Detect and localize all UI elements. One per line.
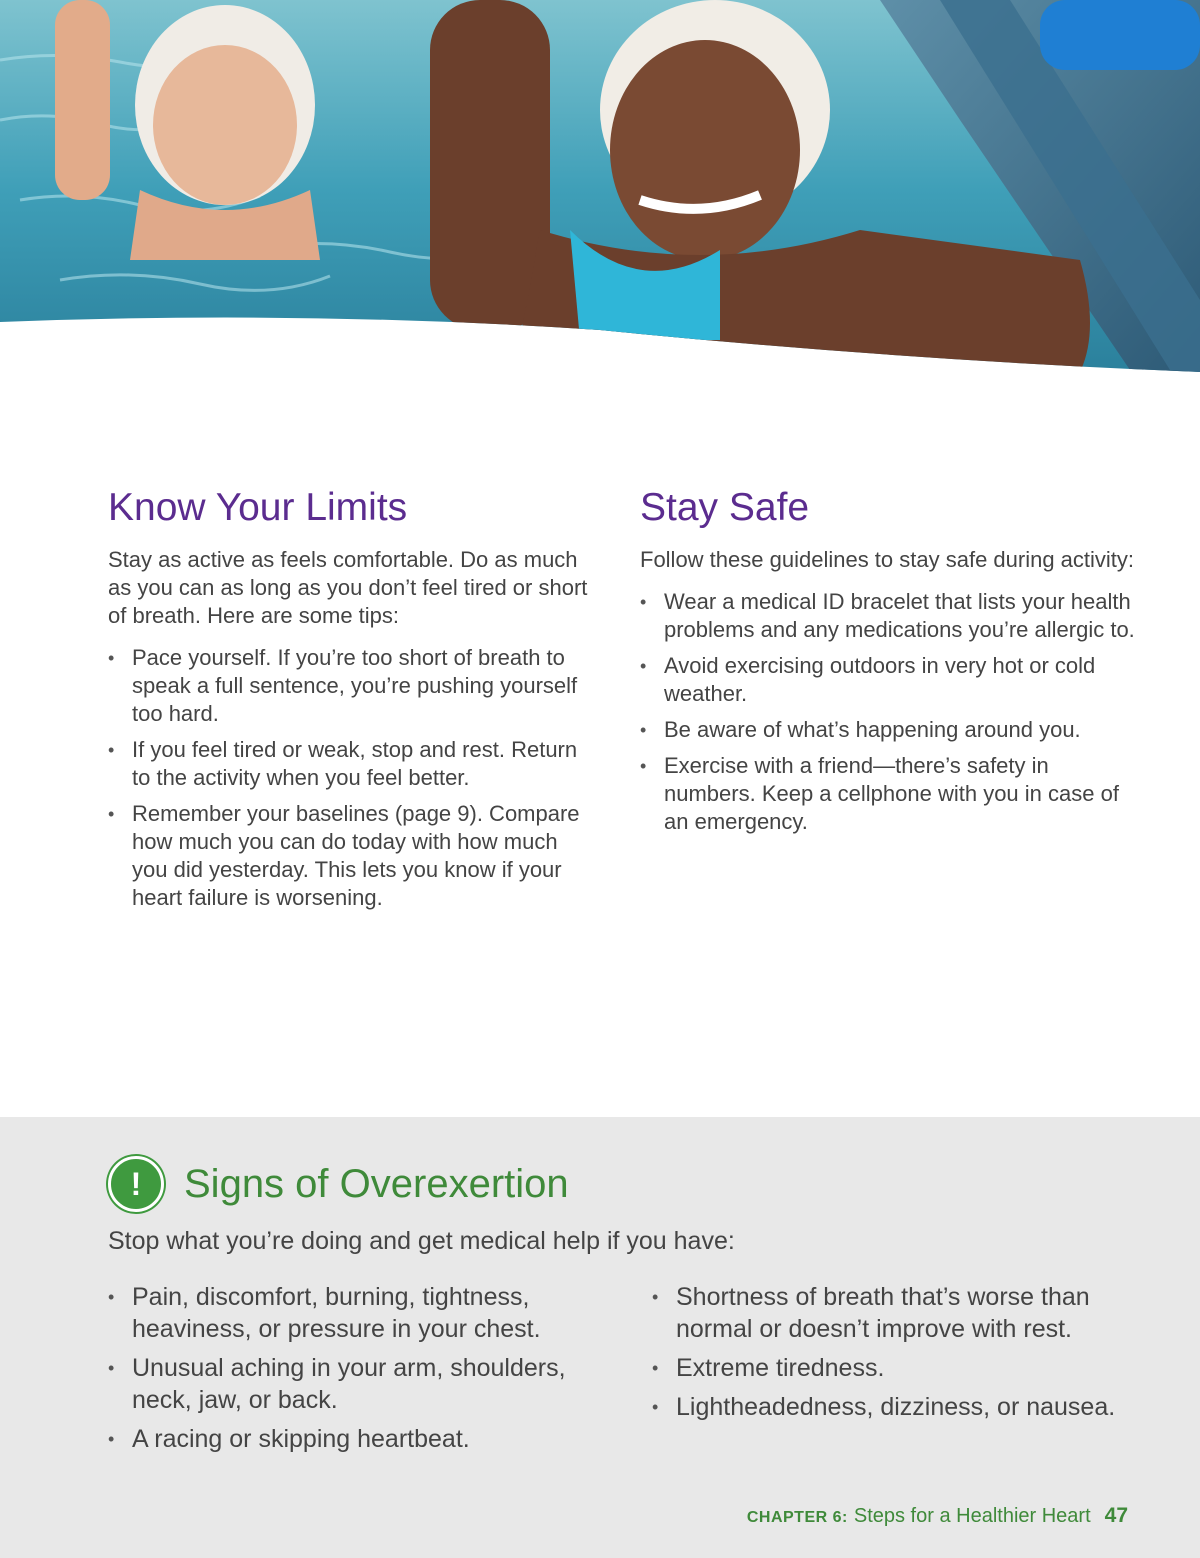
- list-item: • Avoid exercising outdoors in very hot or cold weather.: [640, 652, 1140, 708]
- list-item: • Exercise with a friend—there’s safety in numbers. Keep a cellphone with you in case of an emergency.: [640, 752, 1140, 836]
- signs-list-left: [108, 1281, 608, 1462]
- exclamation-alert-icon: !: [108, 1156, 164, 1212]
- know-your-limits-title: Know Your Limits: [108, 486, 408, 529]
- hero-photo: [0, 0, 1200, 380]
- list-item: • Unusual aching in your arm, shoulders, neck, jaw, or back.: [108, 1352, 608, 1416]
- list-item: • Lightheadedness, dizziness, or nausea.: [652, 1391, 1152, 1423]
- list-item: • Pain, discomfort, burning, tightness, heaviness, or pressure in your chest.: [108, 1281, 608, 1345]
- list-item: • Wear a medical ID bracelet that lists your health problems and any medications you’re allergic to.: [640, 588, 1140, 644]
- page-footer: [747, 1504, 1128, 1528]
- page-number: 47: [1104, 1504, 1128, 1527]
- chapter-title: Steps for a Healthier Heart: [853, 1505, 1091, 1527]
- list-item: • Be aware of what’s happening around you.: [640, 716, 1140, 744]
- stay-safe-list: [640, 588, 1140, 836]
- list-item: • Extreme tiredness.: [652, 1352, 1152, 1384]
- list-item: • Shortness of breath that’s worse than normal or doesn’t improve with rest.: [652, 1281, 1152, 1345]
- signs-of-overexertion-panel: [0, 1117, 1200, 1558]
- know-your-limits-list: [108, 644, 598, 912]
- chapter-label: CHAPTER 6:: [746, 1509, 848, 1526]
- list-item: • A racing or skipping heartbeat.: [108, 1423, 608, 1455]
- know-your-limits-intro: Stay as active as feels comfortable. Do as much as you can as long as you don’t feel tired or short of breath. Here are some tips:: [108, 547, 588, 628]
- stay-safe-intro: Follow these guidelines to stay safe during activity:: [640, 547, 1135, 572]
- list-item: • Pace yourself. If you’re too short of breath to speak a full sentence, you’re pushing yourself too hard.: [108, 644, 598, 728]
- signs-intro: Stop what you’re doing and get medical help if you have:: [108, 1227, 735, 1255]
- know-your-limits-section: [108, 484, 598, 920]
- signs-list-right: [652, 1281, 1152, 1430]
- list-item: • If you feel tired or weak, stop and rest. Return to the activity when you feel better.: [108, 736, 598, 792]
- stay-safe-section: [640, 484, 1140, 844]
- signs-header: [108, 1157, 569, 1211]
- signs-title: Signs of Overexertion: [184, 1162, 569, 1206]
- list-item: • Remember your baselines (page 9). Compare how much you can do today with how much you did yesterday. This lets you know if your heart failure is worsening.: [108, 800, 598, 912]
- stay-safe-title: Stay Safe: [640, 486, 810, 529]
